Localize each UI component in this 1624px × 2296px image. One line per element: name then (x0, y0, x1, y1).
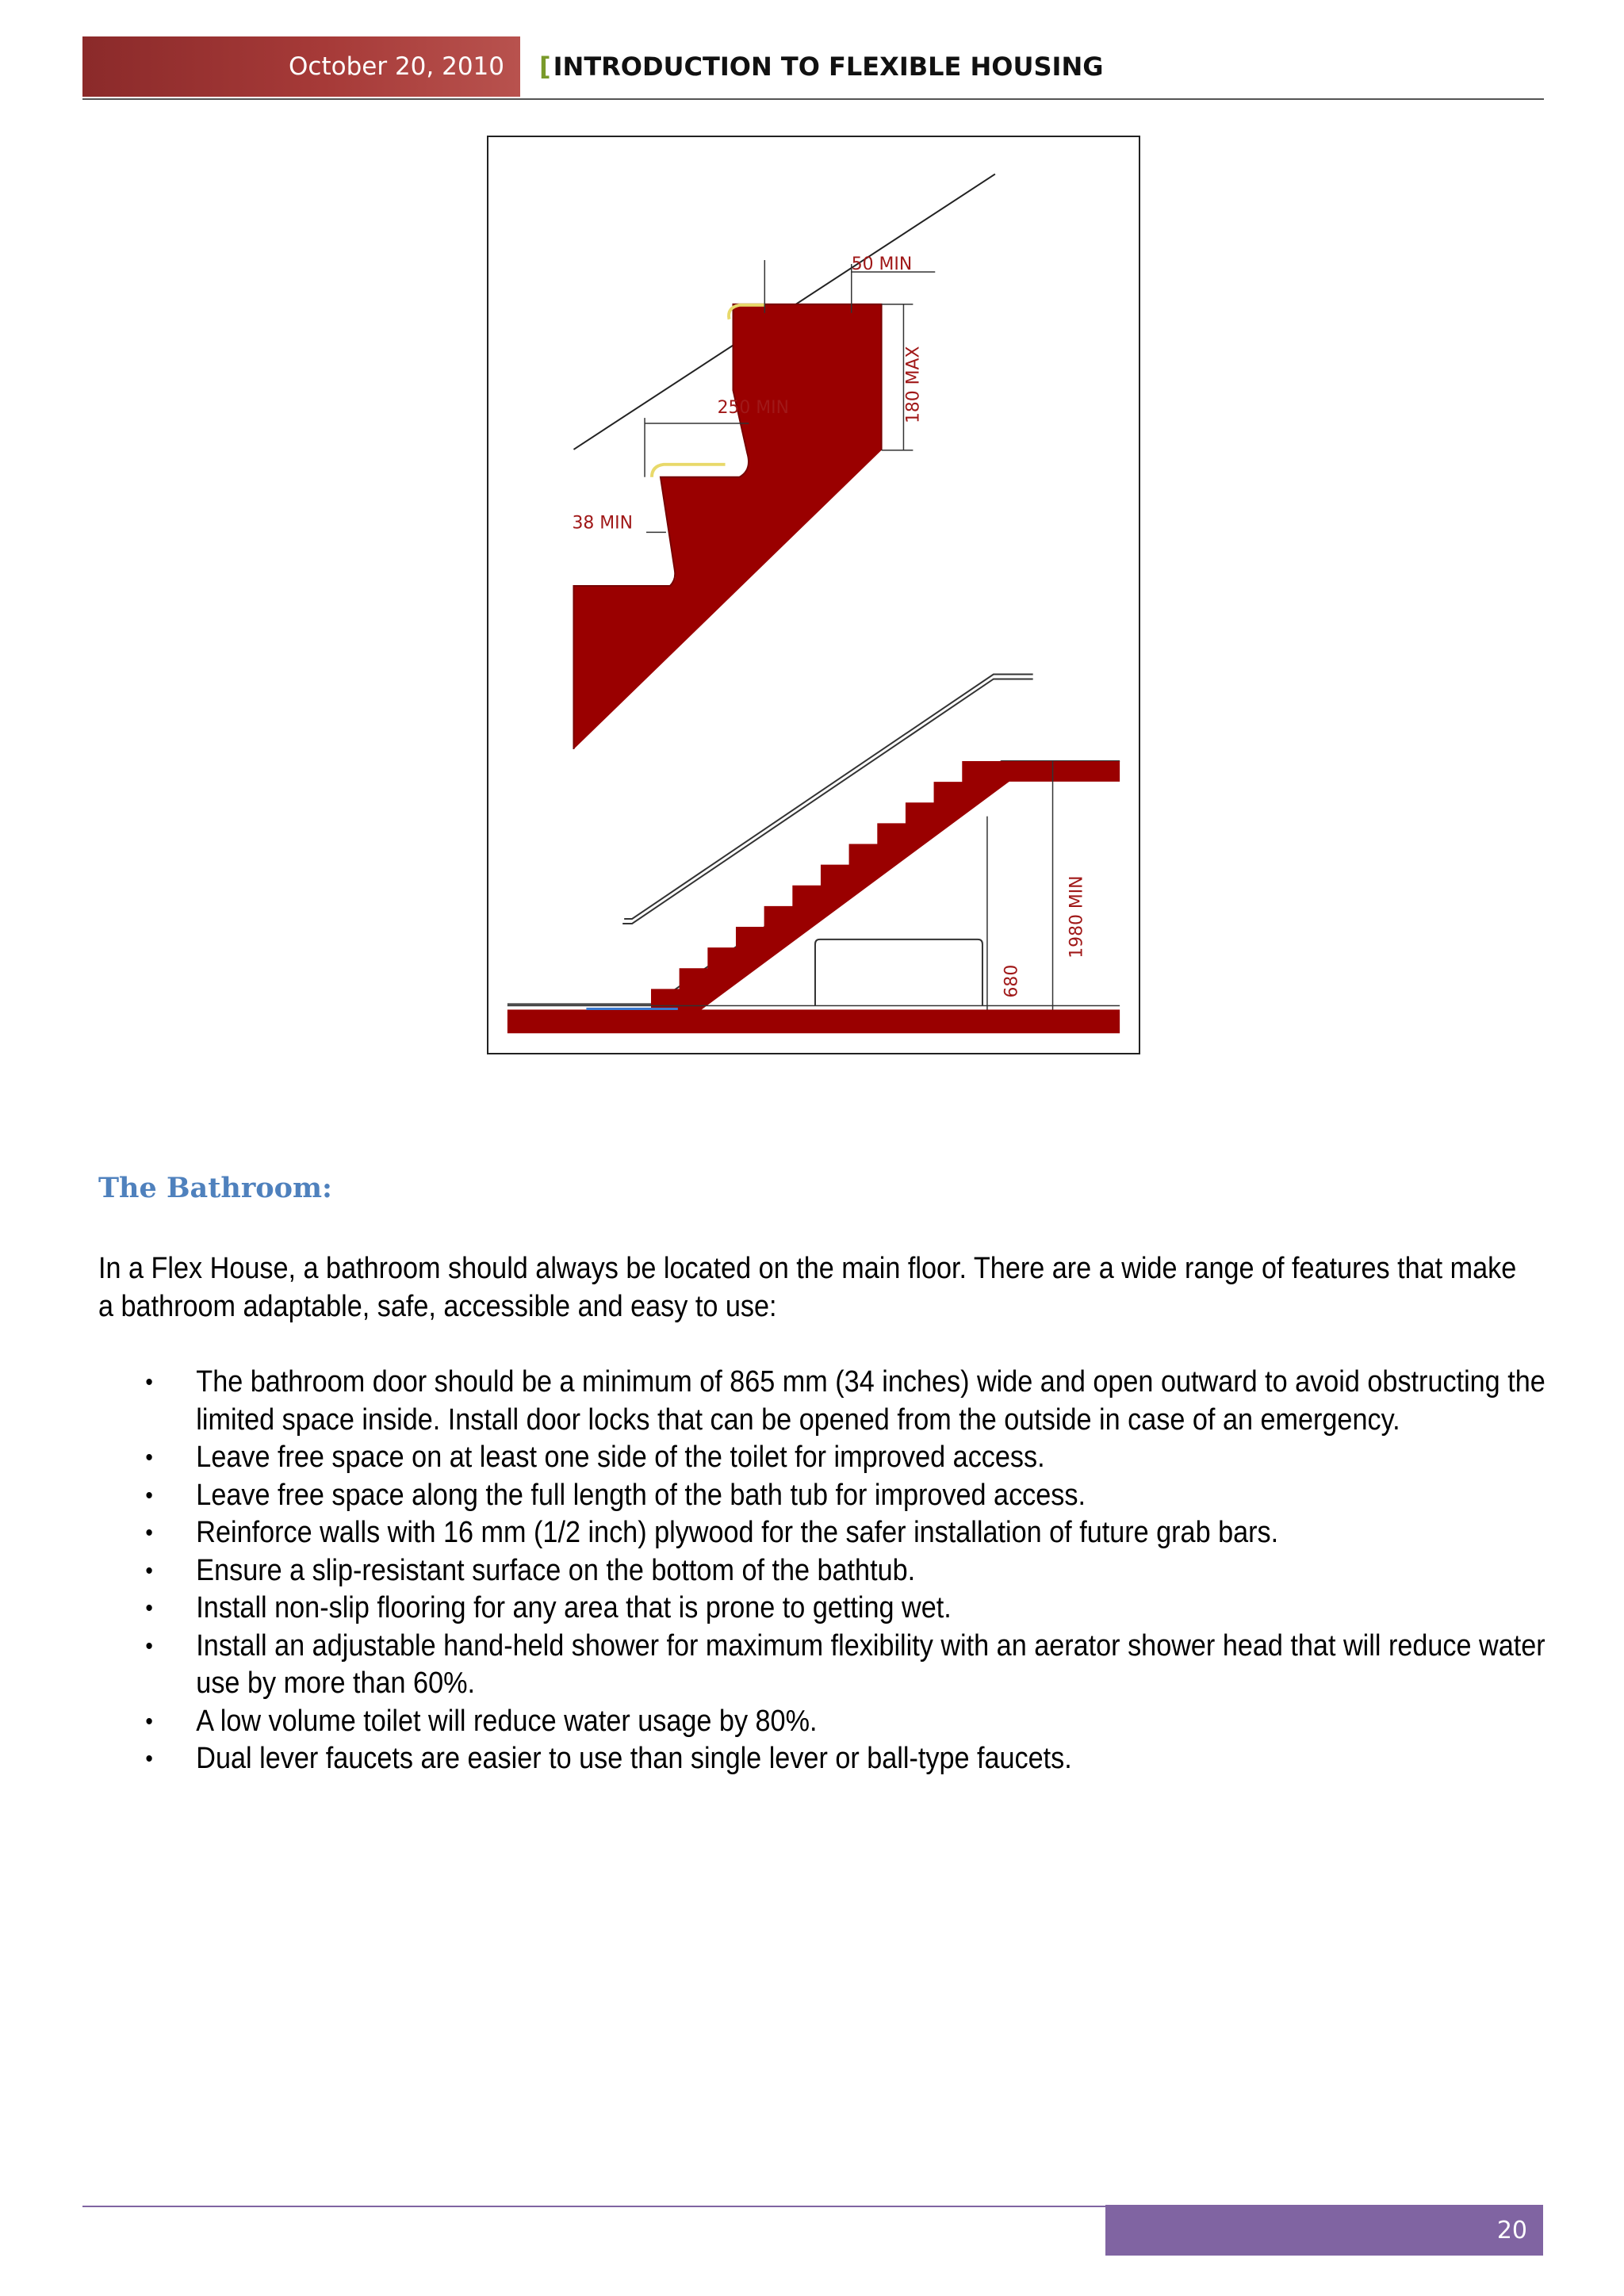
bullet-dot: • (145, 1445, 153, 1471)
footer-line (82, 2206, 1105, 2207)
list-item (98, 1703, 1547, 1741)
bullet-text: Leave free space along the full length of the bath tub for improved access. (196, 1478, 1086, 1512)
bullet-dot: • (145, 1746, 153, 1772)
section-heading: The Bathroom: (98, 1172, 332, 1204)
bullet-text: Install non-slip flooring for any area that is prone to getting wet. (196, 1591, 952, 1624)
page-header (82, 36, 1544, 100)
header-title-text: INTRODUCTION TO FLEXIBLE HOUSING (553, 52, 1104, 82)
bullet-text: Install an adjustable hand-held shower for maximum flexibility with an aerator shower head that will reduce water use by more than 60%. (196, 1628, 1545, 1700)
list-item (98, 1740, 1547, 1778)
stair-figure (487, 136, 1140, 1054)
bullet-dot: • (145, 1520, 153, 1546)
header-title (539, 36, 1103, 97)
bullet-list (98, 1364, 1547, 1778)
header-date: October 20, 2010 (82, 36, 520, 97)
stair-section-lower (651, 761, 1120, 1009)
header-bracket: [ (539, 52, 551, 82)
bullet-dot: • (145, 1708, 153, 1735)
dim-1980-min: 1980 MIN (1067, 875, 1087, 959)
stair-diagram (488, 137, 1139, 1053)
list-item (98, 1514, 1547, 1552)
bullet-dot: • (145, 1557, 153, 1584)
nosing-highlight-lower (652, 465, 726, 477)
bullet-text: The bathroom door should be a minimum of 865 mm (34 inches) wide and open outward to avoid obstructing the limited space inside. Install door locks that can be opened from the outside in case of an emergency. (196, 1365, 1545, 1437)
page-number: 20 (1105, 2205, 1543, 2256)
list-item (98, 1552, 1547, 1590)
floor-slab (508, 1009, 1120, 1033)
bullet-text: Reinforce walls with 16 mm (1/2 inch) plywood for the safer installation of future grab bars. (196, 1516, 1279, 1549)
dim-38-min: 38 MIN (572, 513, 633, 534)
intro-paragraph: In a Flex House, a bathroom should always be located on the main floor. There are a wide range of features that make a bathroom adaptable, safe, accessible and easy to use: (98, 1252, 1517, 1323)
list-item (98, 1439, 1547, 1477)
list-item (98, 1590, 1547, 1628)
bullet-text: A low volume toilet will reduce water usage by 80%. (196, 1704, 818, 1738)
bullet-dot: • (145, 1632, 153, 1659)
bullet-text: Ensure a slip-resistant surface on the bottom of the bathtub. (196, 1553, 916, 1587)
bullet-dot: • (145, 1369, 153, 1395)
bullet-text: Leave free space on at least one side of the toilet for improved access. (196, 1441, 1045, 1474)
stair-outline-line (508, 761, 1120, 1004)
bullet-text: Dual lever faucets are easier to use than single lever or ball-type faucets. (196, 1742, 1072, 1775)
list-item (98, 1628, 1547, 1703)
list-item (98, 1477, 1547, 1515)
bullet-dot: • (145, 1482, 153, 1509)
under-stair-frame (815, 939, 982, 1006)
dim-680: 680 (1002, 964, 1022, 998)
dim-250-min: 250 MIN (717, 398, 789, 419)
list-item (98, 1364, 1547, 1439)
dim-180-max: 180 MAX (903, 346, 924, 424)
dim-50-min: 50 MIN (851, 254, 913, 275)
bullet-dot: • (145, 1595, 153, 1621)
